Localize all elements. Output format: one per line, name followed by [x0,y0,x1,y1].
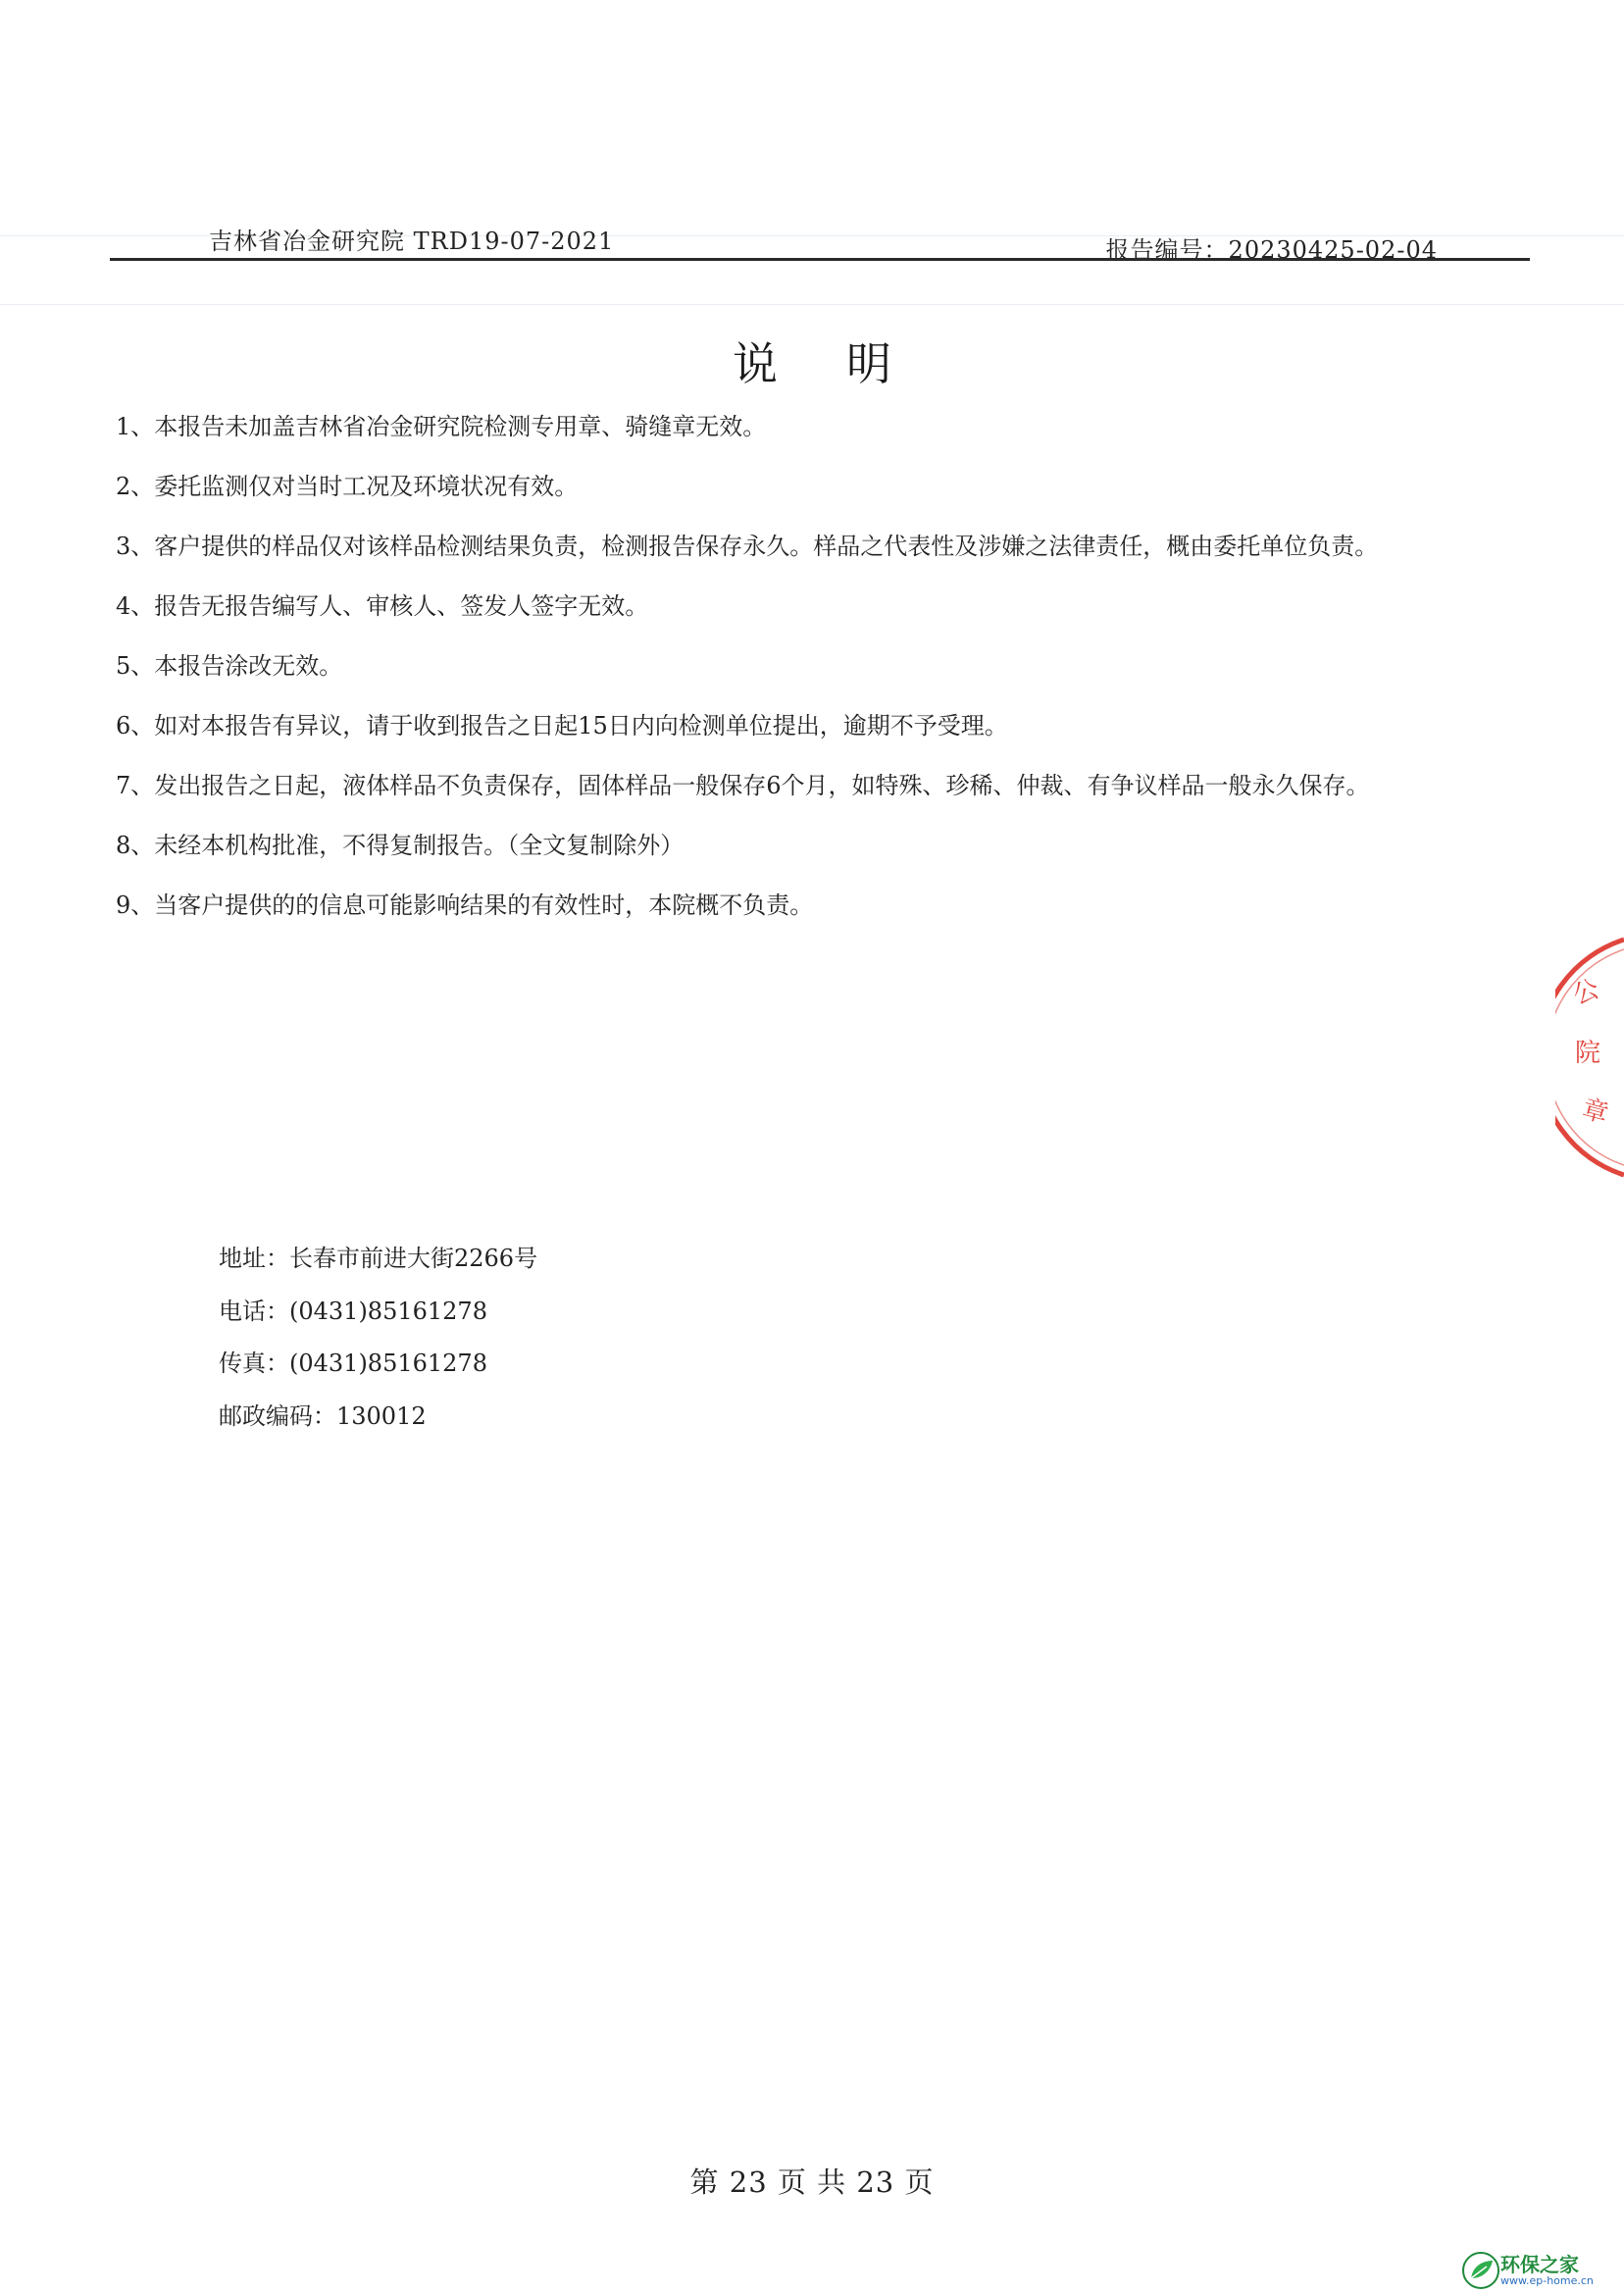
leaf-logo-icon [1461,2251,1500,2290]
contact-postcode: 邮政编码：130012 [219,1401,427,1430]
header-divider [110,258,1530,261]
page-title: 说明 [733,337,960,390]
header-report-number: 报告编号：20230425-02-04 [1105,236,1438,264]
note-item: 9、当客户提供的的信息可能影响结果的有效性时，本院概不负责。 [116,892,814,919]
header-institute: 吉林省冶金研究院 TRD19-07-2021 [209,228,615,255]
contact-fax: 传真：(0431)85161278 [219,1350,487,1378]
site-watermark [1461,2250,1618,2291]
page-number: 第 23 页 共 23 页 [689,2166,935,2199]
note-item: 7、发出报告之日起，液体样品不负责保存，固体样品一般保存6个月，如特殊、珍稀、仲裁、有争议样品一般永久保存。 [116,772,1370,799]
watermark-name: 环保之家 [1500,2253,1579,2276]
note-item: 1、本报告未加盖吉林省冶金研究院检测专用章、骑缝章无效。 [116,413,767,440]
scan-line-bottom [0,304,1624,305]
note-item: 4、报告无报告编写人、审核人、签发人签字无效。 [116,592,649,620]
contact-phone: 电话：(0431)85161278 [219,1297,487,1325]
note-item: 8、未经本机构批准，不得复制报告。（全文复制除外） [116,832,685,859]
note-item: 5、本报告涂改无效。 [116,652,343,680]
note-item: 3、客户提供的样品仅对该样品检测结果负责，检测报告保存永久。样品之代表性及涉嫌之法律责任，概由委托单位负责。 [116,533,1379,560]
contact-address: 地址：长春市前进大街2266号 [219,1245,538,1272]
contact-block [219,1244,537,1453]
note-item: 2、委托监测仅对当时工况及环境状况有效。 [116,473,579,500]
official-seal-icon [1555,934,1624,1181]
svg-text:章: 章 [1579,1094,1612,1130]
notes-list [116,412,1508,950]
svg-text:院: 院 [1575,1039,1601,1068]
watermark-url: www.ep-home.cn [1500,2274,1594,2287]
note-item: 6、如对本报告有异议，请于收到报告之日起15日内向检测单位提出，逾期不予受理。 [116,712,1008,739]
svg-text:公: 公 [1569,974,1603,1011]
